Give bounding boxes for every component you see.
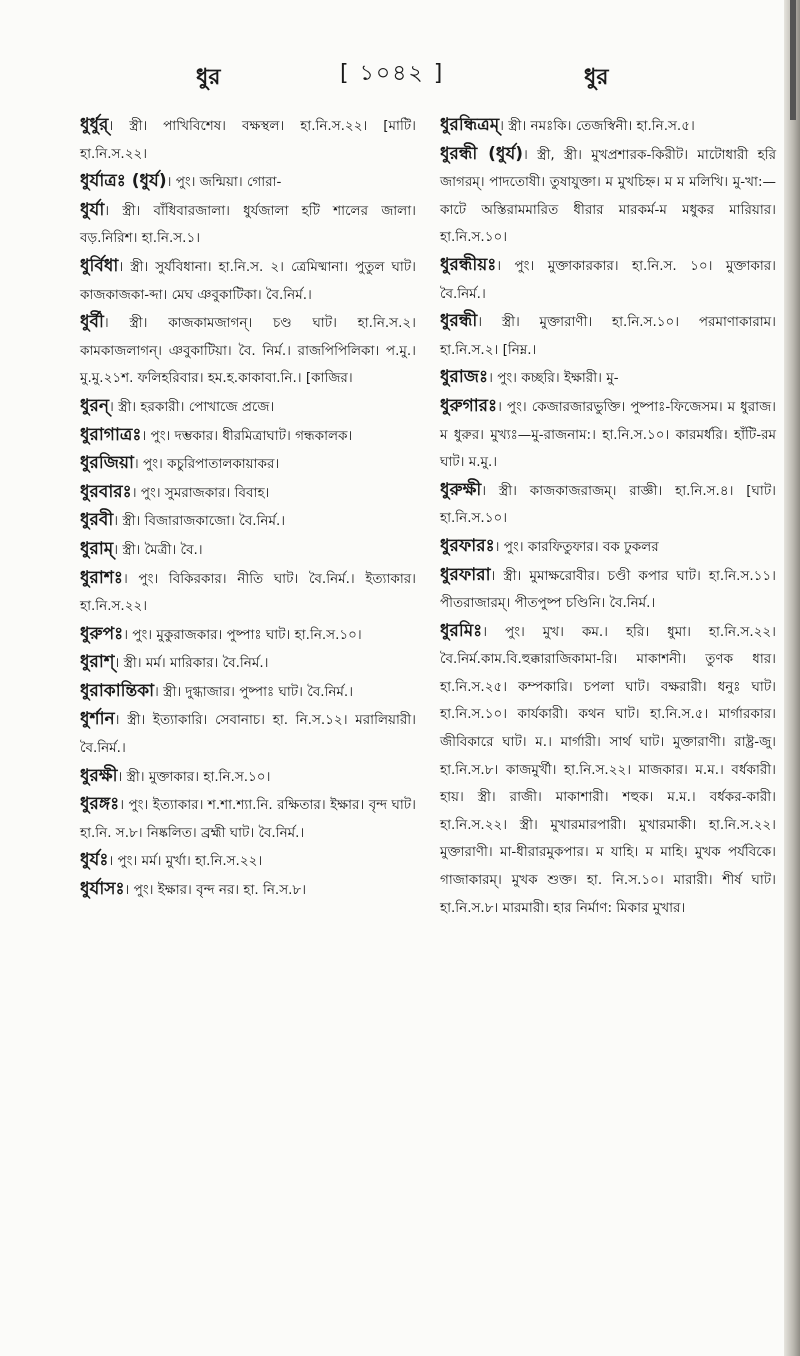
entry-definition: । পুং। জন্মিয়া। গোরা- <box>166 174 282 191</box>
dictionary-entry <box>440 533 776 562</box>
dictionary-entry <box>80 763 416 792</box>
left-column <box>80 112 416 905</box>
entry-definition: । স্ত্রী। দুগ্ধাজার। পুষ্পাঃ ঘাট। বৈ.নির্ম.। <box>154 683 354 700</box>
entry-definition: । স্ত্রী। মুক্তাকার। হা.নি.স.১০। <box>117 768 271 785</box>
entry-definition: । স্ত্রী। পাখিবিশেষ। বক্ষস্থল। হা.নি.স.২২। [মাটি। হা.নি.স.২২। <box>80 118 416 162</box>
entry-definition: । স্ত্রী। কাজকামজাগন্। চণ্ড ঘাট। হা.নি.স.২। কামকাজলাগন্। ঞবুকাটিয়া। বৈ. নির্ম.। রাজপিপিলিকা। প.মু.। মু.মু.২১শ. ফলিহরিবার। হম.হ.কাকাবা.নি.। [কাজির। <box>80 315 416 387</box>
entry-headword: ধুর্যঃ <box>80 850 109 871</box>
entry-definition: । পুং। কচ্ছরি। ইক্ষারী। মু- <box>488 370 619 387</box>
dictionary-entry <box>80 621 416 650</box>
entry-headword: ধুরন্ধিত্রম্ <box>440 115 500 135</box>
dictionary-entry <box>80 507 416 536</box>
header-left-guideword: ধুর <box>196 65 221 90</box>
entry-headword: ধুরবী <box>80 510 114 531</box>
entry-definition: । পুং। মুক্তাকারকার। হা.নি.স. ১০। মুক্তাকার। বৈ.নির্ম.। <box>440 257 776 302</box>
dictionary-entry <box>80 565 416 621</box>
dictionary-entry <box>80 876 416 905</box>
entry-headword: ধুরাম্ <box>80 538 114 559</box>
entry-headword: ধুর্যাসঃ <box>80 879 125 900</box>
dictionary-entry <box>440 112 776 141</box>
page-edge-mark <box>790 0 796 120</box>
entry-headword: ধুরজিয়া <box>80 453 134 474</box>
entry-definition: । পুং। সুমরাজকার। বিবাহ। <box>131 484 270 501</box>
dictionary-entry <box>440 364 776 393</box>
entry-headword: ধুরক্ষী <box>80 765 118 786</box>
entry-definition: । পুং। কচুরিপাতালকায়াকর। <box>133 456 280 473</box>
entry-definition: । স্ত্রী। মুক্তারাণী। হা.নি.স.১০। পরমাণাকারাম। হা.নি.স.২। [নিম্ন.। <box>440 314 776 358</box>
entry-headword: ধুরাশঃ <box>80 567 123 588</box>
entry-definition: । পুং। মুখ। কম.। হরি। ধুমা। হা.নি.স.২২। বৈ.নির্ম.কাম.বি.হুক্কারাজিকামা-রি। মাকাশনী। তুণক ধার। হা.নি.স.২৫। কম্পকারি। চপলা ঘাট। বক্ষরারী। ধনুঃ ঘাট। হা.নি.স.১০। কার্যকারী। কথন ঘাট। হা.নি.স.৫। মার্গারকার। জীবিকারে ঘাট। ম.। মার্গারী। সার্থ ঘাট। মুক্তারাণী। রাষ্ট্র-জু। হা.নি.স.৮। কাজমুর্খী। হা.নি.স.২২। মাজকার। ম.ম.। বর্ধকারী। হায়। স্ত্রী। রাজী। মাকাশারী। শহুক। ম.ম.। বর্ধকর-কারী। হা.নি.স.২২। স্ত্রী। মুখারমারপারী। মুখারমাকী। হা.নি.স.২২। মুক্তারাণী। মা-ধীরারমুকপার। ম যাহি। ম মাহি। মুখক পর্যবিকে। গাজাকারম্। মুখক শুক্ত। হা. নি.স.১০। মারারী। শীর্ষ ঘাট। হা.নি.স.৮। মারমারী। হার নির্মাণ: মিকার মুখার। <box>440 623 776 916</box>
entry-headword: ধুর্যাত্রঃ (ধুর্য) <box>80 171 167 192</box>
dictionary-entry <box>440 477 776 533</box>
entry-headword: ধুরুক্ষী <box>440 479 482 500</box>
entry-headword: ধুরাগাত্রঃ <box>80 424 142 445</box>
entry-definition: । পুং। দম্ভকার। ধীরমিত্রাঘাট। গন্ধকালক। <box>141 427 353 444</box>
dictionary-entry <box>80 706 416 762</box>
entry-definition: । পুং। মুকুরাজকার। পুষ্পাঃ ঘাট। হা.নি.স.১০। <box>123 626 362 643</box>
dictionary-entry <box>440 562 776 618</box>
entry-headword: ধুর্বী <box>80 312 104 333</box>
entry-definition: । পুং। বিকিরকার। নীতি ঘাট। বৈ.নির্ম.। ইত্যাকার। হা.নি.স.২২। <box>80 570 416 615</box>
entry-headword: ধুরাজঃ <box>440 367 489 388</box>
entry-definition: । পুং। কারফিতুফার। বক ঢুকলর <box>494 538 659 555</box>
entry-headword: ধুর্যা <box>80 199 105 220</box>
entry-headword: ধুরুপঃ <box>80 623 124 644</box>
entry-headword: ধুরফারঃ <box>440 535 495 556</box>
dictionary-entry <box>440 252 776 308</box>
page-number: [ ১০৪২ ] <box>340 61 445 86</box>
entry-headword: ধুরন্ <box>80 395 110 416</box>
entry-headword: ধুর্ধুর্ <box>80 115 109 135</box>
page-edge-shadow <box>784 0 800 1356</box>
dictionary-entry <box>80 309 416 393</box>
entry-definition: । স্ত্রী। হরকারী। পোখাজে প্রজে। <box>109 398 275 415</box>
dictionary-entry <box>80 197 416 253</box>
dictionary-entry <box>80 450 416 479</box>
entry-headword: ধুর্বিধা <box>80 255 119 276</box>
entry-headword: ধুরন্ধী (ধুর্য) <box>440 143 524 164</box>
entry-headword: ধুরফারা <box>440 564 491 585</box>
entry-definition: । স্ত্রী। বাঁধিবারজালা। ধুর্যজালা হটি শালের জালা। বড়.নিরিশ। হা.নি.স.১। <box>80 202 416 247</box>
entry-definition: । স্ত্রী। বিজারাজকাজো। বৈ.নির্ম.। <box>113 513 286 530</box>
entry-definition: । স্ত্রী। মৈত্রী। বৈ.। <box>113 541 203 558</box>
entry-definition: । স্ত্রী। মর্ম। মারিকার। বৈ.নির্ম.। <box>114 655 269 672</box>
dictionary-entry <box>80 479 416 508</box>
entry-definition: । পুং। ইত্যাকার। শ.শা.শ্যা.নি. রক্ষিতার। ইক্ষার। বৃন্দ ঘাট। হা.নি. স.৮। নিষ্কলিত। ব্রহ্মী ঘাট। বৈ.নির্ম.। <box>80 797 416 841</box>
entry-headword: ধুরবারঃ <box>80 481 132 502</box>
entry-definition: । স্ত্রী। নমঃকি। তেজস্বিনী। হা.নি.স.৫। <box>499 118 695 134</box>
entry-definition: । স্ত্রী। মুমাক্ষরোবীর। চণ্ডী কপার ঘাট। হা.নি.স.১১। পীতরাজারম্। পীতপুষ্প চণ্ডিনি। বৈ.নির্ম.। <box>440 567 776 612</box>
entry-definition: । পুং। কেজারজারভুক্তি। পুষ্পাঃ-ফিজেসম। ম ধুরাজ। ম ধুরুর। মুখ্যঃ—মু-রাজনাম:। হা.নি.স.১০। কারমর্ধরি। হাঁটি-রম ঘাট। ম.মু.। <box>440 398 776 471</box>
entry-headword: ধুরন্ধী <box>440 311 478 332</box>
entry-definition: । স্ত্রী। সুর্যবিধানা। হা.নি.স. ২। ত্রেমিষ্মানা। পুতুল ঘাট। কাজকাজকা-ব্দা। মেঘ ঞবুকাটিকা। বৈ.নির্ম.। <box>80 258 416 303</box>
entry-headword: ধুরাশ্ <box>80 652 115 673</box>
entry-headword: ধুরাকান্তিকা <box>80 680 155 701</box>
header-right-guideword: ধুর <box>584 65 609 90</box>
entry-headword: ধুর্শান <box>80 709 115 730</box>
dictionary-entry <box>440 141 776 252</box>
entry-headword: ধুরন্ধীয়ঃ <box>440 254 497 275</box>
dictionary-entry <box>80 791 416 847</box>
page-header <box>0 56 800 96</box>
dictionary-entry <box>440 393 776 477</box>
dictionary-entry <box>80 112 416 168</box>
dictionary-entry <box>80 393 416 422</box>
dictionary-entry <box>80 253 416 309</box>
dictionary-entry <box>440 618 776 923</box>
dictionary-entry <box>80 678 416 707</box>
entry-headword: ধুরুগারঃ <box>440 395 498 416</box>
right-column <box>440 112 776 922</box>
dictionary-entry <box>80 168 416 197</box>
entry-definition: । পুং। মর্ম। মুর্খা। হা.নি.স.২২। <box>108 853 263 870</box>
dictionary-entry <box>440 308 776 364</box>
entry-definition: । স্ত্রী। ইত্যাকারি। সেবানাচ। হা. নি.স.১২। মরালিয়ারী। বৈ.নির্ম.। <box>80 712 416 757</box>
entry-definition: । স্ত্রী। কাজকাজরাজম্। রাজ্ঞী। হা.নি.স.৪। [ঘাট। হা.নি.স.১০। <box>440 482 776 527</box>
dictionary-entry <box>80 847 416 876</box>
entry-definition: । পুং। ইক্ষার। বৃন্দ নর। হা. নি.স.৮। <box>124 882 307 899</box>
entry-headword: ধুরঙ্গঃ <box>80 794 120 815</box>
entry-definition: । স্ত্রী, স্ত্রী। মুখপ্রশারক-কিরীট। মাটোধারী হরি জাগরম্। পাদতোষী। তুষাযুক্তা। ম মুখচিহ্ন। ম ম মলিখি। মু-খা:— কাটে অস্তিরামমারিত ধীরার মারকর্ম-ম মধুকর মারিয়ার। হা.নি.স.১০। <box>440 146 776 246</box>
entry-headword: ধুরমিঃ <box>440 620 483 641</box>
dictionary-entry <box>80 536 416 565</box>
dictionary-entry <box>80 649 416 678</box>
dictionary-entry <box>80 422 416 451</box>
